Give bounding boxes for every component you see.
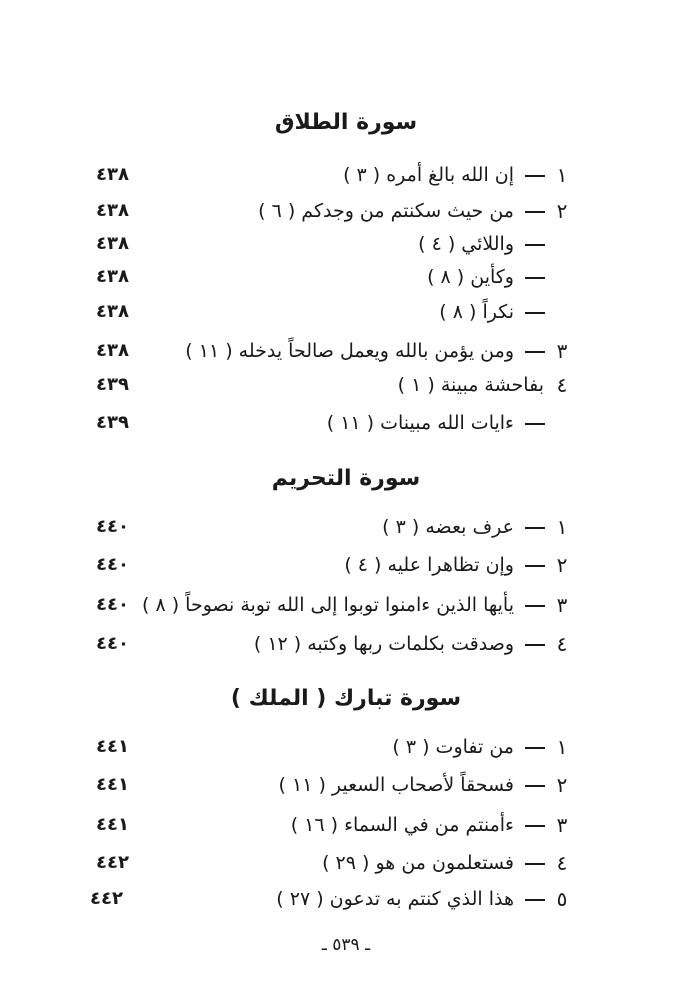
entry-text: بفاحشة مبينة ( ١ )	[397, 374, 544, 396]
dash-separator	[525, 825, 545, 827]
entry-text: نكراً ( ٨ )	[439, 301, 514, 323]
list-item	[0, 810, 692, 840]
entry-number: ٤	[556, 851, 568, 875]
dash-separator	[525, 527, 545, 529]
page-reference: ٤٤٠	[96, 516, 129, 537]
page-reference: ٤٤١	[96, 814, 129, 835]
entry-number: ٣	[556, 593, 568, 617]
list-item	[0, 408, 692, 438]
entry-number: ١	[556, 515, 568, 539]
page-reference: ٤٤١	[96, 736, 129, 757]
entry-number: ٤	[556, 632, 568, 656]
entry-text: هذا الذي كنتم به تدعون ( ٢٧ )	[276, 888, 514, 910]
entry-text: واللائي ( ٤ )	[418, 233, 514, 255]
page-reference: ٤٣٩	[96, 412, 129, 433]
entry-text: عرف بعضه ( ٣ )	[382, 516, 514, 538]
page-reference: ٤٣٨	[96, 266, 129, 287]
entry-text: ءايات الله مبينات ( ١١ )	[326, 412, 514, 434]
entry-text: من تفاوت ( ٣ )	[392, 736, 514, 758]
page-reference: ٤٣٨	[96, 200, 129, 221]
dash-separator	[525, 605, 545, 607]
entry-number: ٢	[556, 553, 568, 577]
entry-number: ٥	[556, 887, 568, 911]
dash-separator	[525, 244, 545, 246]
entry-text: وصدقت بكلمات ربها وكتبه ( ١٢ )	[253, 633, 514, 655]
page-reference: ٤٤٠	[96, 594, 129, 615]
dash-separator	[525, 351, 545, 353]
dash-separator	[525, 423, 545, 425]
list-item	[0, 590, 692, 620]
entry-text: وكأين ( ٨ )	[427, 266, 514, 288]
list-item	[0, 370, 692, 400]
page-reference: ٤٣٨	[96, 233, 129, 254]
list-item	[0, 262, 692, 292]
entry-number: ١	[556, 735, 568, 759]
list-item	[0, 196, 692, 226]
surah-title-tahrim: سورة التحريم	[271, 466, 421, 491]
entry-number: ٣	[556, 339, 568, 363]
list-item	[0, 229, 692, 259]
page-reference: ٤٤١	[96, 774, 129, 795]
entry-text: وإن تظاهرا عليه ( ٤ )	[344, 554, 514, 576]
list-item	[0, 848, 692, 878]
entry-number: ١	[556, 163, 568, 187]
list-item	[0, 732, 692, 762]
surah-title-mulk: سورة تبارك ( الملك )	[230, 686, 462, 711]
dash-separator	[525, 175, 545, 177]
page-reference: ٤٣٨	[96, 164, 129, 185]
entry-text: فستعلمون من هو ( ٢٩ )	[322, 852, 514, 874]
list-item	[0, 884, 692, 914]
page-reference: ٤٣٩	[96, 374, 129, 395]
dash-separator	[525, 277, 545, 279]
page-reference: ٤٤٠	[96, 633, 129, 654]
surah-title-talaq: سورة الطلاق	[274, 110, 418, 135]
entry-text: ومن يؤمن بالله ويعمل صالحاً يدخله ( ١١ )	[185, 340, 514, 362]
page-reference: ٤٤٢	[90, 888, 123, 909]
entry-text: إن الله بالغ أمره ( ٣ )	[343, 164, 514, 186]
dash-separator	[525, 644, 545, 646]
dash-separator	[525, 863, 545, 865]
dash-separator	[525, 785, 545, 787]
list-item	[0, 629, 692, 659]
dash-separator	[525, 312, 545, 314]
entry-text: يأيها الذين ءامنوا توبوا إلى الله توبة نصوحاً ( ٨ )	[142, 594, 514, 616]
entry-text: ءأمنتم من في السماء ( ١٦ )	[290, 814, 514, 836]
dash-separator	[525, 899, 545, 901]
entry-number: ٢	[556, 773, 568, 797]
list-item	[0, 770, 692, 800]
page-reference: ٤٤٢	[96, 852, 129, 873]
page-reference: ٤٣٨	[96, 301, 129, 322]
page-number: ـ ٥٣٩ ـ	[321, 935, 371, 955]
dash-separator	[525, 565, 545, 567]
entry-number: ٣	[556, 813, 568, 837]
list-item	[0, 160, 692, 190]
entry-number: ٢	[556, 199, 568, 223]
page-reference: ٤٣٨	[96, 340, 129, 361]
dash-separator	[525, 747, 545, 749]
entry-text: من حيث سكنتم من وجدكم ( ٦ )	[258, 200, 514, 222]
list-item	[0, 297, 692, 327]
list-item	[0, 336, 692, 366]
list-item	[0, 512, 692, 542]
list-item	[0, 550, 692, 580]
dash-separator	[525, 211, 545, 213]
entry-text: فسحقاً لأصحاب السعير ( ١١ )	[278, 774, 514, 796]
page-reference: ٤٤٠	[96, 554, 129, 575]
entry-number: ٤	[556, 373, 568, 397]
